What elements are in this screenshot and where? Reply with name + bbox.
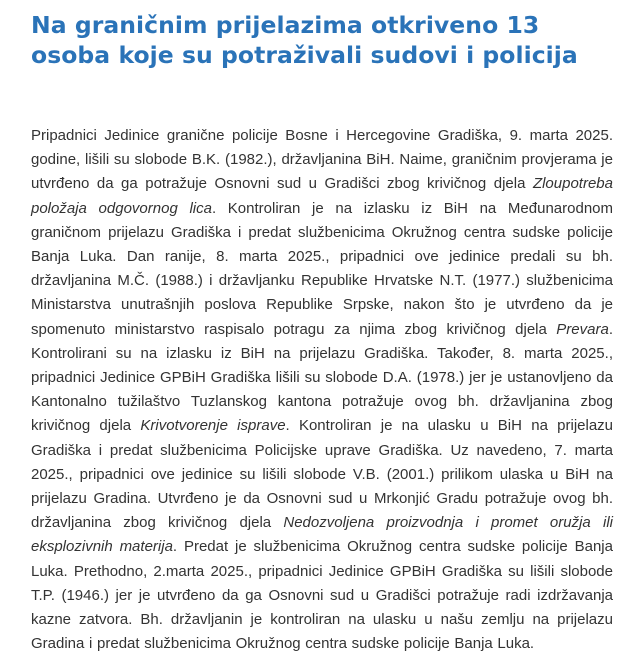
body-segment: Pripadnici Jedinice granične policije Bosne i Hercegovine Gradiška, 9. marta 2025. godine, lišili su slobode B.K. (1982.), državljanina BiH. Naime, graničnim provjerama je utvrđeno da ga potražuje Osnovni sud u Gradišci zbog krivičnog djela: [31, 127, 613, 193]
crime-name: Prevara: [556, 320, 609, 338]
crime-name: Nedozvoljena proizvodnja i promet oružja ili eksplozivnih materija: [31, 514, 613, 556]
crime-name: Krivotvorenje isprave: [140, 417, 286, 435]
body-segment: . Kontroliran je na ulasku u BiH na prijelazu Gradiška i predat službenicima Policijske uprave Gradiška. Uz navedeno, 7. marta 2025., pripadnici ove jedinice su lišili slobode V.B. (2001.) prilikom ulaska u BiH na prijelazu Gradina. Utvrđeno je da Osnovni sud u Mrkonjić Gradu potražuje ovog bh. državljanina zbog krivičnog djela: [31, 417, 614, 532]
article: [31, 10, 613, 656]
crime-name: Zloupotreba položaja odgovornog lica: [31, 175, 613, 217]
article-title: Na graničnim prijelazima otkriveno 13 osoba koje su potraživali sudovi i policija: [31, 11, 578, 69]
body-segment: . Predat je službenicima Okružnog centra sudske policije Banja Luka. Prethodno, 2.marta 2025., pripadnici Jedinice GPBiH Gradiška su lišili slobode T.P. (1946.) jer je utvrđeno da ga Osnovni sud u Gradišci potražuje radi izdržavanja kazne zatvora. Bh. državljanin je kontroliran na ulasku u našu zemlju na prijelazu Gradina i predat službenicima Okružnog centra sudske policije Banja Luka.: [31, 538, 613, 653]
body-segment: . Kontroliran je na izlasku iz BiH na Međunarodnom graničnom prijelazu Gradiška i predat službenicima Okružnog centra sudske policije Banja Luka. Dan ranije, 8. marta 2025., pripadnici ove jedinice predali su bh. državljanina M.Č. (1988.) i državljanku Republike Hrvatske N.T. (1977.) službenicima Ministarstva unutrašnjih poslova Republike Srpske, nakon što je utvrđeno da je spomenuto ministarstvo raspisalo potragu za njima zbog krivičnog djela: [31, 199, 614, 338]
body-segment: . Kontrolirani su na izlasku iz BiH na prijelazu Gradiška. Također, 8. marta 2025., pripadnici Jedinice GPBiH Gradiška lišili su slobode D.A. (1978.) jer je ustanovljeno da Kantonalno tužilaštvo Tuzlanskog kantona potražuje ovog bh. državljanina zbog krivičnog djela: [31, 320, 613, 435]
article-body: [31, 124, 613, 656]
